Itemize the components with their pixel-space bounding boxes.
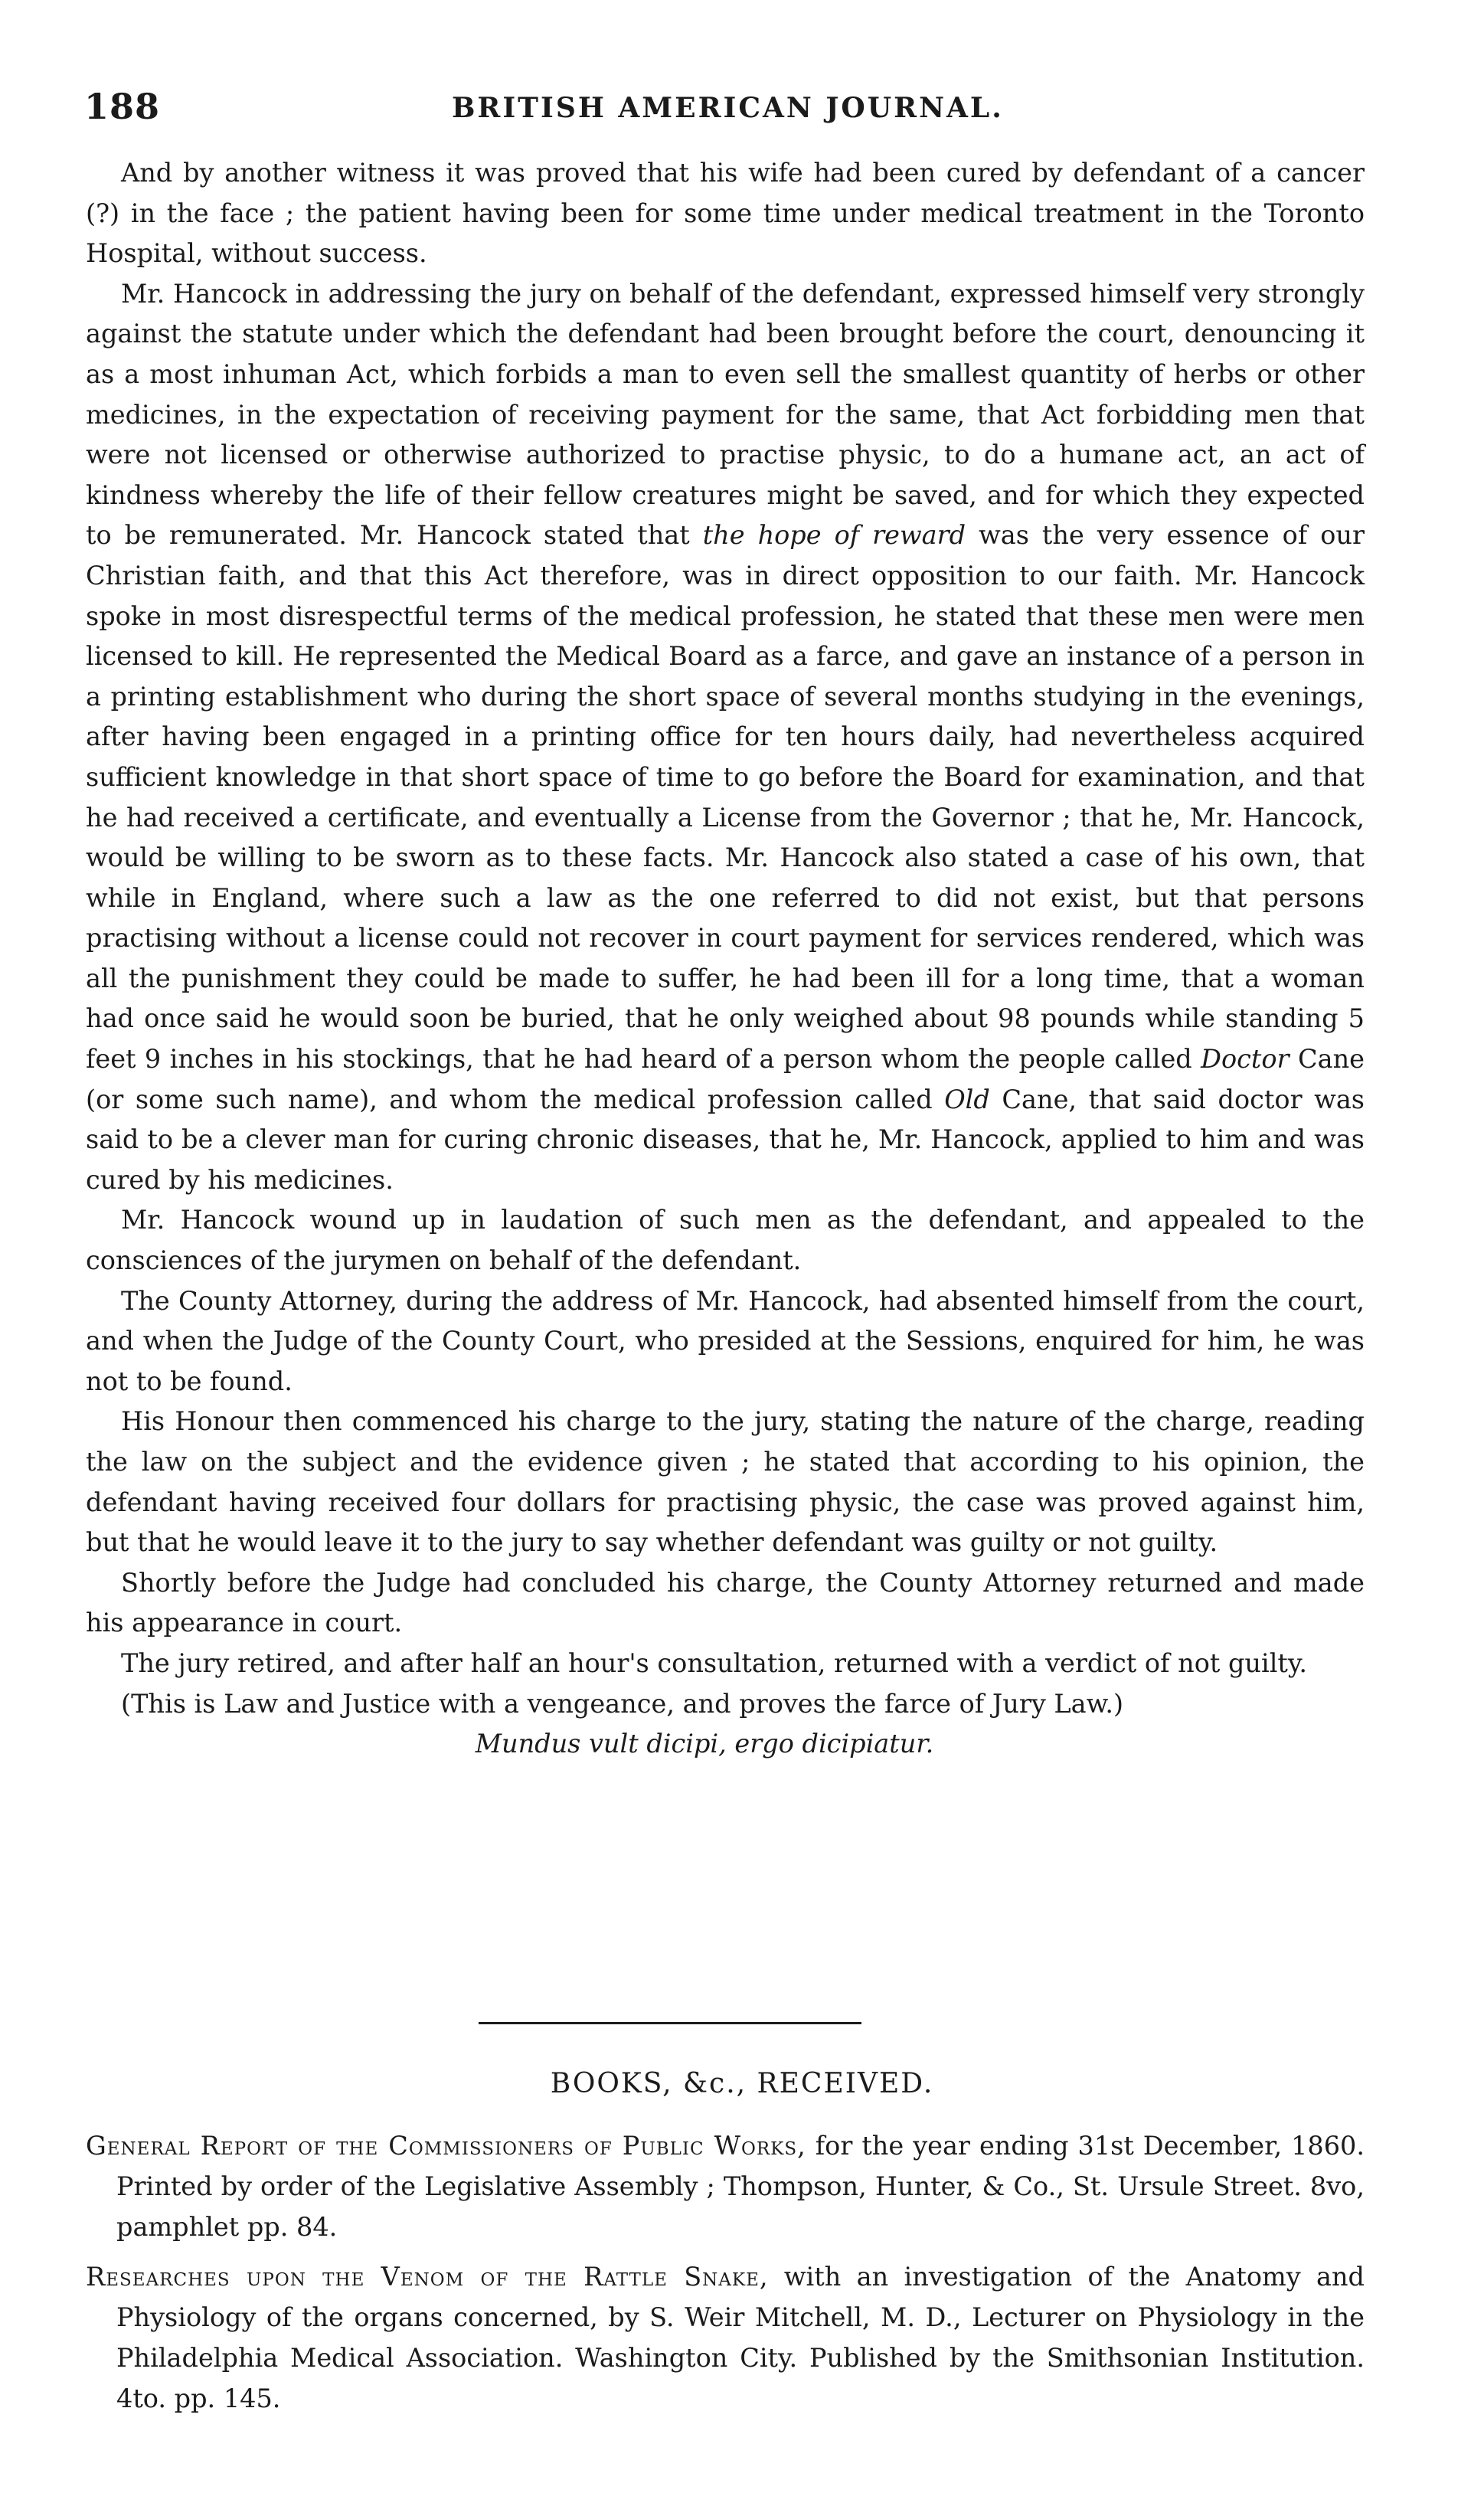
paragraph-hancock-address	[86, 274, 1365, 1201]
paragraph-laudation	[86, 1200, 1365, 1281]
books-list	[86, 2125, 1365, 2428]
section-divider	[479, 2022, 861, 2024]
paragraph-witness	[86, 153, 1365, 274]
paragraph-text: Mr. Hancock wound up in laudation of such men as the defendant, and appealed to the consciences of the jurymen on behalf of the defendant.	[86, 1205, 1365, 1276]
italic-phrase: Old	[944, 1084, 990, 1114]
paragraph-text: (This is Law and Justice with a vengeance, and proves the farce of Jury Law.)	[121, 1688, 1124, 1719]
paragraph-text: The jury retired, and after half an hour's consultation, returned with a verdict of not guilty.	[121, 1647, 1308, 1678]
paragraph-attorney-returned	[86, 1563, 1365, 1644]
paragraph-verdict	[86, 1644, 1365, 1684]
paragraph-text: Cane, that said doctor was said to be a clever man for curing chronic diseases, that he, Mr. Hancock, applied to him and was cured by his medicines.	[86, 1084, 1365, 1195]
running-title: BRITISH AMERICAN JOURNAL.	[452, 92, 1004, 124]
book-title: Researches upon the Venom of the Rattle Snake,	[86, 2262, 769, 2292]
paragraph-text: And by another witness it was proved that his wife had been cured by defendant of a cancer (?) in the face ; the patient having been for some time under medical treatment in the Toronto Hospital, without success.	[86, 158, 1365, 269]
book-details: with an investigation of the Anatomy and Physiology of the organs concerned, by S. Weir Mitchell, M. D., Lecturer on Physiology in the Philadelphia Medical Association. Washington City. Published by the Smithsonian Institution. 4to. pp. 145.	[116, 2262, 1365, 2413]
page-number: 188	[84, 86, 161, 127]
paragraph-text: Shortly before the Judge had concluded his charge, the County Attorney returned and made his appearance in court.	[86, 1567, 1365, 1638]
paragraph-county-attorney	[86, 1281, 1365, 1402]
section-heading: BOOKS, &c., RECEIVED.	[550, 2068, 934, 2099]
article-body	[86, 153, 1365, 1765]
paragraph-text: Cane (or some such name), and whom the medical profession called	[86, 1044, 1365, 1114]
book-details: for the year ending 31st December, 1860. Printed by order of the Legislative Assembly ; Thompson, Hunter, & Co., St. Ursule Street. 8vo, pamphlet pp. 84.	[116, 2131, 1365, 2242]
book-entry	[86, 2125, 1365, 2247]
paragraph-text: The County Attorney, during the address of Mr. Hancock, had absented himself from the court, and when the Judge of the County Court, who presided at the Sessions, enquired for him, he was not to be found.	[86, 1285, 1365, 1396]
paragraph-text: His Honour then commenced his charge to the jury, stating the nature of the charge, reading the law on the subject and the evidence given ; he stated that according to his opinion, the defendant having received four dollars for practising physic, the case was proved against him, but that he would leave it to the jury to say whether defendant was guilty or not guilty.	[86, 1406, 1365, 1558]
paragraph-charge	[86, 1402, 1365, 1562]
italic-phrase: the hope of reward	[702, 520, 966, 551]
italic-phrase: Doctor	[1201, 1044, 1290, 1075]
paragraph-remark	[86, 1684, 1365, 1725]
book-entry	[86, 2256, 1365, 2419]
latin-motto: Mundus vult dicipi, ergo dicipiatur.	[475, 1729, 934, 1759]
paragraph-text: Mr. Hancock in addressing the jury on behalf of the defendant, expressed himself very strongly against the statute under which the defendant had been brought before the court, denouncing it as a most inhuman Act, which forbids a man to even sell the smallest quantity of herbs or other medicines, in the expectation of receiving payment for the same, that Act forbidding men that were not licensed or otherwise authorized to practise physic, to do a humane act, an act of kindness whereby the life of their fellow creatures might be saved, and for which they expected to be remunerated. Mr. Hancock stated that	[86, 278, 1365, 551]
paragraph-text: was the very essence of our Christian faith, and that this Act therefore, was in direct opposition to our faith. Mr. Hancock spoke in most disrespectful terms of the medical profession, he stated that these men were men licensed to kill. He represented the Medical Board as a farce, and gave an instance of a person in a printing establishment who during the short space of several months studying in the evenings, after having been engaged in a printing office for ten hours daily, had nevertheless acquired sufficient knowledge in that short space of time to go before the Board for examination, and that he had received a certificate, and eventually a License from the Governor ; that he, Mr. Hancock, would be willing to be sworn as to these facts. Mr. Hancock also stated a case of his own, that while in England, where such a law as the one referred to did not exist, but that persons practising without a license could not recover in court payment for services rendered, which was all the punishment they could be made to suffer, he had been ill for a long time, that a woman had once said he would soon be buried, that he only weighed about 98 pounds while standing 5 feet 9 inches in his stockings, that he had heard of a person whom the people called	[86, 520, 1365, 1075]
book-title: General Report of the Commissioners of Public Works,	[86, 2131, 806, 2161]
page-header	[84, 86, 1401, 132]
